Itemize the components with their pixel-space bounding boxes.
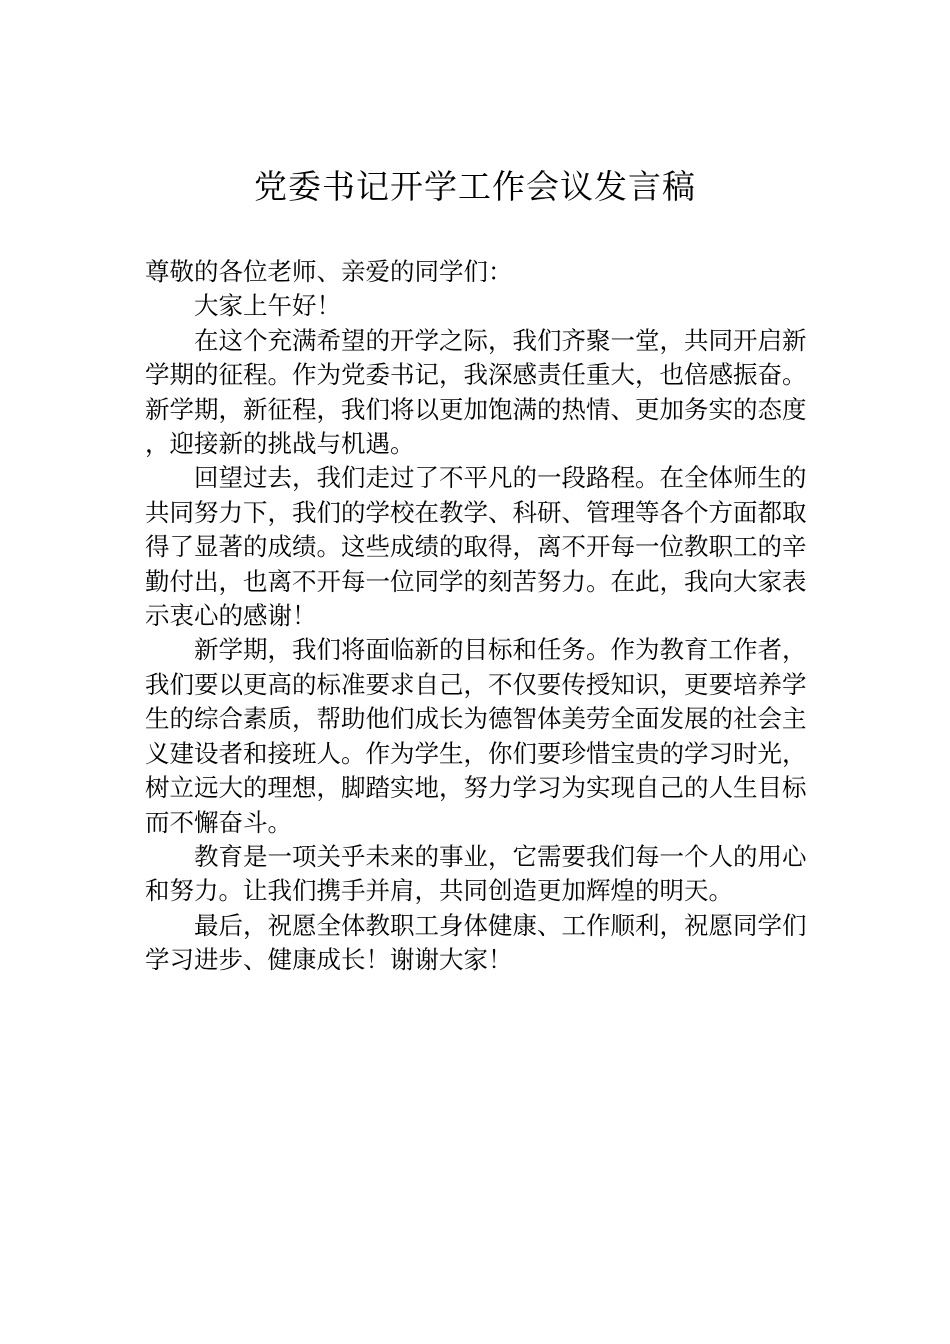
paragraph-review: 回望过去，我们走过了不平凡的一段路程。在全体师生的共同努力下，我们的学校在教学、科研、管理等各个方面都取得了显著的成绩。这些成绩的取得，离不开每一位教职工的辛勤付出，也离不开每一位同学的刻苦努力。在此，我向大家表示衷心的感谢！ — [145, 463, 807, 631]
document-title: 党委书记开学工作会议发言稿 — [254, 167, 696, 206]
document-body — [145, 255, 807, 978]
salutation: 尊敬的各位老师、亲爱的同学们： — [145, 257, 513, 286]
paragraph-goals: 新学期，我们将面临新的目标和任务。作为教育工作者，我们要以更高的标准要求自己，不仅要传授知识，更要培养学生的综合素质，帮助他们成长为德智体美劳全面发展的社会主义建设者和接班人。作为学生，你们要珍惜宝贵的学习时光，树立远大的理想，脚踏实地，努力学习为实现自己的人生目标而不懈奋斗。 — [145, 635, 807, 837]
paragraph-future: 教育是一项关乎未来的事业，它需要我们每一个人的用心和努力。让我们携手并肩，共同创造更加辉煌的明天。 — [145, 841, 807, 906]
paragraph-greeting: 大家上午好！ — [194, 291, 341, 321]
paragraph-closing: 最后，祝愿全体教职工身体健康、工作顺利，祝愿同学们学习进步、健康成长！谢谢大家！ — [145, 910, 807, 975]
paragraph-opening: 在这个充满希望的开学之际，我们齐聚一堂，共同开启新学期的征程。作为党委书记，我深感责任重大，也倍感振奋。新学期，新征程，我们将以更加饱满的热情、更加务实的态度，迎接新的挑战与机遇。 — [145, 325, 807, 459]
